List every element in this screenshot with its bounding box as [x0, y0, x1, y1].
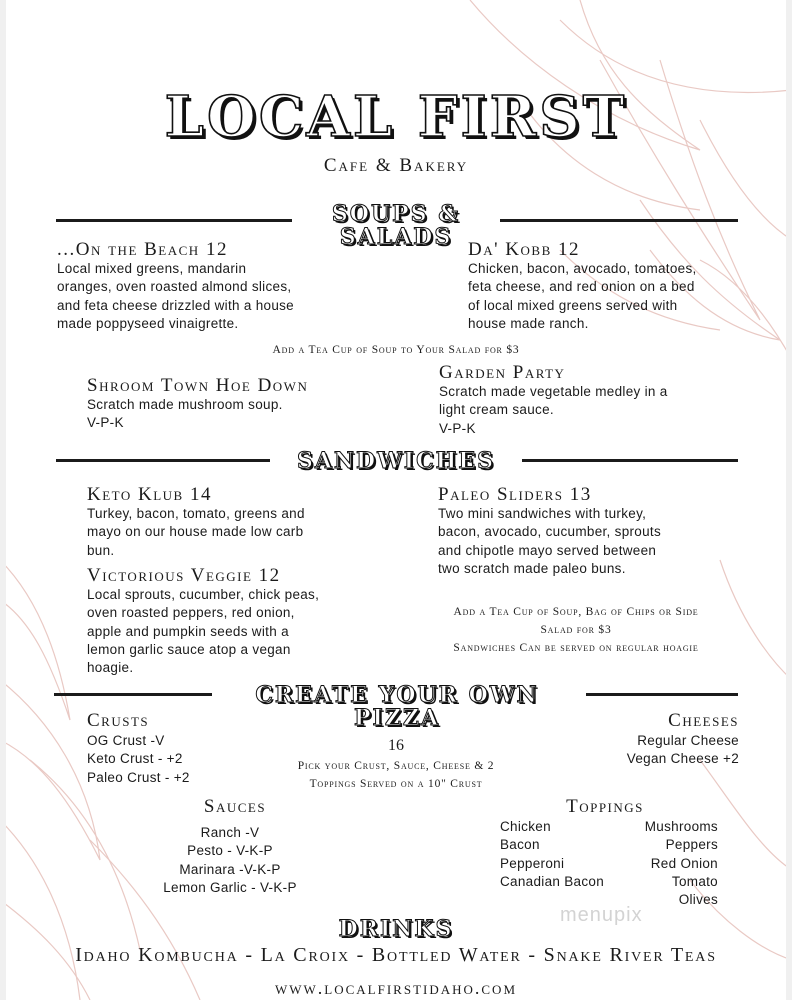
item-desc-line: Scratch made vegetable medley in a: [439, 384, 668, 399]
topping-option: Pepperoni: [500, 855, 565, 871]
sandwiches-heading: SANDWICHES: [296, 448, 496, 474]
menu-item-shroom-town: [87, 376, 387, 433]
note-line: Sandwiches Can be served on regular hoagie: [453, 642, 699, 654]
crust-option: Paleo Crust - +2: [87, 769, 190, 785]
topping-option: Peppers: [665, 837, 718, 853]
pizza-heading-line2: PIZZA: [353, 705, 441, 731]
section-rule-right: [522, 459, 738, 462]
section-rule-left: [56, 219, 292, 222]
item-name: ...On the Beach 12: [57, 239, 228, 260]
crusts-heading: Crusts: [87, 710, 150, 731]
section-rule-left: [56, 459, 270, 462]
topping-option: Canadian Bacon: [500, 873, 605, 889]
sauces-heading: Sauces: [203, 796, 267, 817]
menu-item-keto-klub: [87, 485, 387, 560]
note-line: Pick your Crust, Sauce, Cheese & 2: [297, 760, 495, 772]
note-line: Salad for $3: [540, 624, 612, 636]
menu-item-victorious-veggie: [87, 566, 387, 677]
toppings-heading: Toppings: [566, 796, 644, 817]
section-rule-right: [500, 219, 738, 222]
item-tags: V-P-K: [87, 415, 124, 431]
item-desc-line: bacon, avocado, cucumber, sprouts: [438, 524, 662, 540]
section-rule-left: [54, 693, 212, 696]
item-desc-line: of local mixed greens served with: [468, 297, 678, 313]
item-name: Da' Kobb 12: [468, 239, 580, 260]
crust-option: OG Crust -V: [87, 733, 165, 748]
item-name: Victorious Veggie 12: [87, 565, 281, 586]
soups-salads-heading-line2: SALADS: [339, 224, 453, 250]
note-line: Toppings Served on a 10" Crust: [309, 778, 483, 790]
menu-item-garden-party: [439, 363, 739, 438]
item-tags: V-P-K: [439, 420, 476, 436]
topping-option: Bacon: [500, 837, 540, 853]
pizza-heading-line1: CREATE YOUR OWN: [255, 682, 539, 708]
item-desc-line: oven roasted peppers, red onion,: [87, 605, 295, 621]
item-name: Paleo Sliders 13: [438, 484, 592, 505]
item-desc-line: Scratch made mushroom soup.: [87, 397, 283, 412]
item-desc-line: Turkey, bacon, tomato, greens and: [87, 506, 305, 521]
cheese-option: Vegan Cheese +2: [626, 751, 739, 767]
item-desc-line: made poppyseed vinaigrette.: [57, 315, 239, 331]
item-desc-line: hoagie.: [87, 660, 134, 676]
menu-item-on-the-beach: [57, 240, 357, 333]
item-desc-line: Chicken, bacon, avocado, tomatoes,: [468, 261, 697, 276]
restaurant-title: LOCAL FIRST: [164, 84, 628, 150]
topping-option: Olives: [678, 892, 718, 908]
topping-option: Red Onion: [650, 855, 718, 871]
drinks-heading: DRINKS: [338, 916, 454, 942]
item-desc-line: light cream sauce.: [439, 402, 554, 418]
topping-option: Chicken: [500, 819, 551, 834]
item-desc-line: feta cheese, and red onion on a bed: [468, 279, 695, 295]
crust-option: Keto Crust - +2: [87, 751, 183, 767]
salad-soup-addon-note: Add a Tea Cup of Soup to Your Salad for $3: [272, 344, 520, 356]
pizza-price: 16: [388, 737, 404, 754]
note-line: Add a Tea Cup of Soup, Bag of Chips or Side: [453, 606, 699, 618]
toppings-list-left: [500, 818, 630, 891]
item-desc-line: oranges, oven roasted almond slices,: [57, 279, 292, 295]
menu-item-da-kobb: [468, 240, 758, 333]
section-rule-right: [586, 693, 738, 696]
cheeses-list: [540, 710, 739, 769]
toppings-list-right: [620, 818, 718, 909]
drinks-list: Idaho Kombucha - La Croix - Bottled Water - Snake River Teas: [75, 944, 717, 966]
item-desc-line: house made ranch.: [468, 315, 589, 331]
cheeses-heading: Cheeses: [668, 710, 739, 731]
menu-item-paleo-sliders: [438, 485, 738, 578]
item-desc-line: and chipotle mayo served between: [438, 542, 657, 558]
item-desc-line: two scratch made paleo buns.: [438, 560, 626, 576]
item-desc-line: and feta cheese drizzled with a house: [57, 297, 294, 313]
item-desc-line: Two mini sandwiches with turkey,: [438, 506, 647, 521]
cheese-option: Regular Cheese: [637, 733, 739, 748]
crusts-list: [87, 710, 287, 787]
website-link[interactable]: www.localfirstidaho.com: [274, 978, 518, 998]
menupix-watermark: menupix: [560, 904, 643, 926]
item-name: Garden Party: [439, 362, 566, 383]
item-desc-line: Local sprouts, cucumber, chick peas,: [87, 587, 320, 602]
topping-option: Tomato: [671, 873, 718, 889]
item-name: Shroom Town Hoe Down: [87, 375, 309, 396]
item-desc-line: apple and pumpkin seeds with a: [87, 623, 289, 639]
soups-salads-heading-line1: SOUPS &: [331, 201, 461, 227]
item-desc-line: bun.: [87, 542, 115, 558]
sauce-option: Pesto - V-K-P: [187, 843, 273, 859]
sandwich-addon-notes: [396, 603, 756, 657]
item-desc-line: Local mixed greens, mandarin: [57, 261, 247, 276]
sauce-option: Lemon Garlic - V-K-P: [163, 879, 297, 895]
sauce-option: Marinara -V-K-P: [179, 861, 281, 877]
restaurant-subtitle: Cafe & Bakery: [323, 155, 469, 176]
item-name: Keto Klub 14: [87, 484, 212, 505]
item-desc-line: mayo on our house made low carb: [87, 524, 304, 540]
item-desc-line: lemon garlic sauce atop a vegan: [87, 641, 291, 657]
topping-option: Mushrooms: [644, 819, 718, 834]
sauce-option: Ranch -V: [200, 825, 260, 840]
sauces-list: [120, 824, 340, 897]
